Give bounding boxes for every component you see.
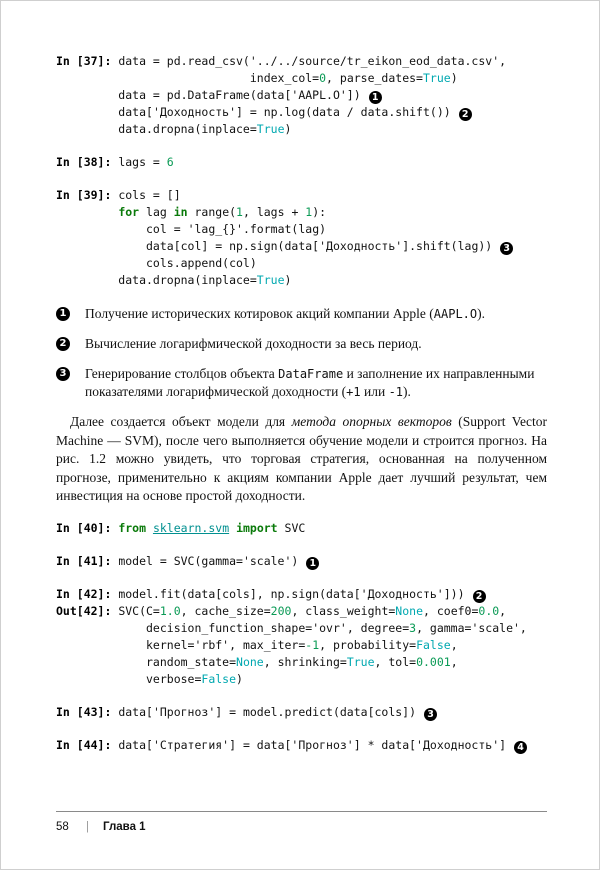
callout-text: Генерирование столбцов объекта DataFrame и заполнение их направленными показателями логарифмической доходности (+1 или -1). [85,366,535,399]
code-block-in40: In [40]: from sklearn.svm import SVC [56,520,306,535]
callout-marker-3: 3 [56,367,70,381]
code-block-in38: In [38]: lags = 6 [56,155,174,169]
callout-list [56,305,547,401]
callout-text: Получение исторических котировок акций компании Apple (AAPL.O). [85,306,485,321]
code-block-in41: In [41]: model = SVC(gamma='scale') 1 [56,553,547,570]
callout-text: Вычисление логарифмической доходности за весь период. [85,336,422,351]
footer-divider: | [86,821,89,833]
callout-item [56,365,547,401]
chapter-label: Глава 1 [103,821,146,833]
page-footer [56,811,547,833]
callout-marker-2: 2 [56,337,70,351]
callout-item [56,305,547,323]
code-block-in37: In [37]: data = pd.read_csv('../../source/tr_eikon_eod_data.csv', index_col=0, parse_dates=True) data = pd.DataFrame(data['AAPL.O']) 1 data['Доходность'] = np.log(data / data.shift()) 2 data.dropna(inplace=True) [56,54,507,136]
page-content [1,1,599,754]
body-paragraph: Далее создается объект модели для метода опорных векторов (Support Vector Machine — SVM), после чего выполняется обучение модели и строится прогноз. На рис. 1.2 можно увидеть, что торговая стратегия, основанная на полученном прогнозе, применительно к акциям компании Apple дает лучший результат, чем инвестиция на основе простой доходности. [56,414,547,504]
code-block-in42: In [42]: model.fit(data[cols], np.sign(data['Доходность'])) 2 Out[42]: SVC(C=1.0, cache_size=200, class_weight=None, coef0=0.0, decision_function_shape='ovr', degree=3, gamma='scale', kernel='rbf', max_iter=-1, probability=False, random_state=None, shrinking=True, tol=0.001, verbose=False) [56,586,527,686]
code-block-in43: In [43]: data['Прогноз'] = model.predict(data[cols]) 3 [56,704,547,721]
code-block-in39: In [39]: cols = [] for lag in range(1, lags + 1): col = 'lag_{}'.format(lag) data[col] = np.sign(data['Доходность'].shift(lag)) 3 cols.append(col) data.dropna(inplace=True) [56,187,547,289]
callout-marker-1: 1 [56,307,70,321]
code-block-in44: In [44]: data['Стратегия'] = data['Прогноз'] * data['Доходность'] 4 [56,737,547,754]
callout-item [56,335,547,353]
page-number: 58 [56,821,69,833]
